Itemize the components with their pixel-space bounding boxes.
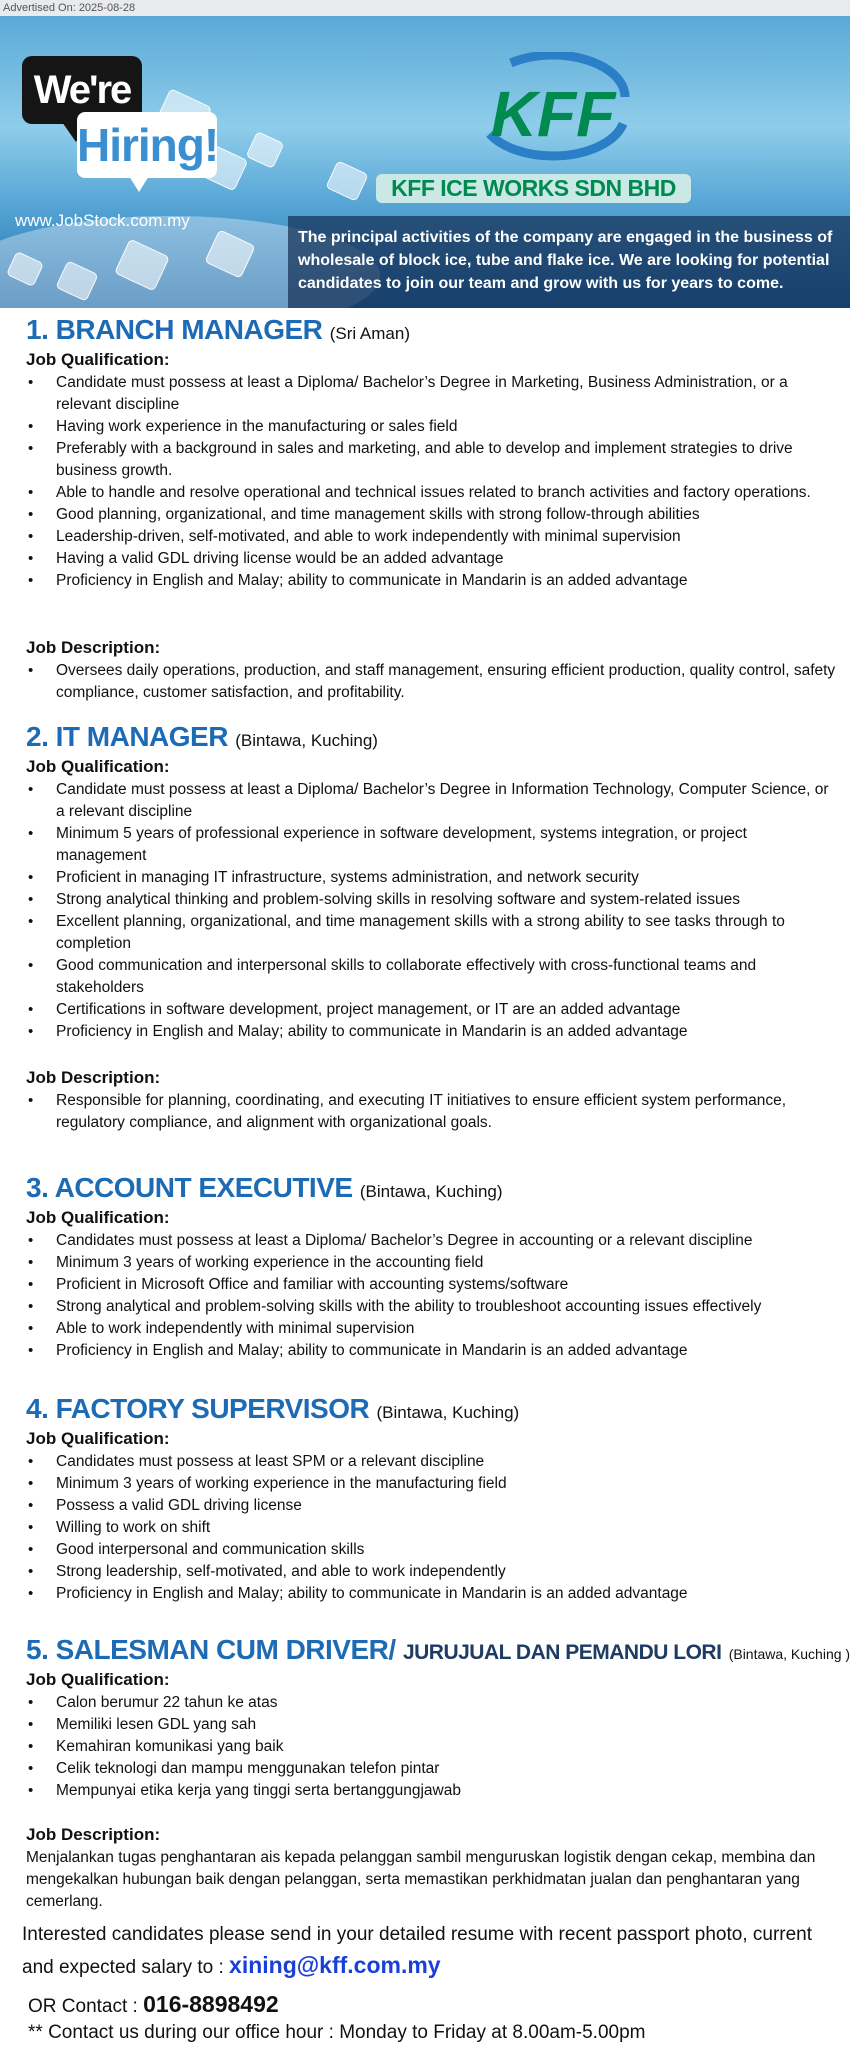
apply-instructions [22,1920,842,1983]
list-item: • Oversees daily operations, production, and staff management, ensuring efficient production, quality control, safety compliance, customer satisfaction, and profitability. [26,660,840,704]
list-item: • Proficient in managing IT infrastructure, systems administration, and network security [26,867,840,889]
job-title-it-manager: 2. IT MANAGER (Bintawa, Kuching) [26,721,378,752]
qualification-label: Job Qualification: [26,757,170,776]
list-item: • Proficiency in English and Malay; ability to communicate in Mandarin is an added advantage [26,1021,840,1043]
qualification-list [26,1451,840,1605]
list-item: • Minimum 5 years of professional experience in software development, systems integration, or project management [26,823,840,867]
qualification-list [26,1230,840,1362]
list-item: • Excellent planning, organizational, and time management skills with a strong ability to see tasks through to completion [26,911,840,955]
job-location: (Sri Aman) [329,324,410,343]
ice-cube [245,131,284,169]
qualification-list [26,372,840,592]
job-title-account-executive: 3. ACCOUNT EXECUTIVE (Bintawa, Kuching) [26,1172,503,1203]
list-item: • Candidates must possess at least a Diploma/ Bachelor’s Degree in accounting or a relevant discipline [26,1230,840,1252]
list-item: • Preferably with a background in sales and marketing, and able to develop and implement strategies to drive business growth. [26,438,840,482]
list-item: • Celik teknologi dan mampu menggunakan telefon pintar [26,1758,840,1780]
list-item: • Candidate must possess at least a Diploma/ Bachelor’s Degree in Marketing, Business Administration, or a relevant discipline [26,372,840,416]
description-label: Job Description: [26,1068,161,1087]
company-intro: The principal activities of the company are engaged in the business of wholesale of block ice, tube and flake ice. We are looking for potential candidates to join our team and grow with us for years to come. [288,216,850,308]
office-hours: ** Contact us during our office hour : Monday to Friday at 8.00am-5.00pm [28,2022,646,2043]
job-title-malay: JURUJUAL DAN PEMANDU LORI [402,1641,722,1664]
list-item: • Strong analytical thinking and problem-solving skills in resolving software and system-related issues [26,889,840,911]
contact-phone-row [28,1991,279,2018]
hero-banner [0,16,850,308]
job-location: (Bintawa, Kuching) [235,731,378,750]
kff-logo [468,52,638,172]
list-item: • Candidate must possess at least a Diploma/ Bachelor’s Degree in Information Technology, Computer Science, or a relevant discipline [26,779,840,823]
list-item: • Possess a valid GDL driving license [26,1495,840,1517]
website-link[interactable]: www.JobStock.com.my [15,211,190,230]
qualification-label: Job Qualification: [26,350,170,369]
list-item: • Able to work independently with minimal supervision [26,1318,840,1340]
list-item: • Strong analytical and problem-solving skills with the ability to troubleshoot accounting issues effectively [26,1296,840,1318]
qualification-label: Job Qualification: [26,1670,170,1689]
job-title-factory-supervisor: 4. FACTORY SUPERVISOR (Bintawa, Kuching) [26,1393,520,1424]
qualification-list [26,1692,840,1802]
list-item: • Kemahiran komunikasi yang baik [26,1736,840,1758]
job-title-branch-manager: 1. BRANCH MANAGER (Sri Aman) [26,314,410,345]
description-list [26,1090,840,1134]
list-item: • Good planning, organizational, and time management skills with strong follow-through abilities [26,504,840,526]
list-item: • Certifications in software development, project management, or IT are an added advantage [26,999,840,1021]
description-label: Job Description: [26,638,161,657]
list-item: • Leadership-driven, self-motivated, and able to work independently with minimal supervision [26,526,840,548]
job-title-salesman-driver: 5. SALESMAN CUM DRIVER/ JURUJUAL DAN PEMANDU LORI (Bintawa, Kuching ) [26,1634,850,1665]
apply-text: Interested candidates please send in your detailed resume with recent passport photo, current and expected salary to : [22,1924,813,1978]
description-label: Job Description: [26,1825,161,1844]
phone-number[interactable]: 016-8898492 [143,1991,279,2017]
list-item: • Strong leadership, self-motivated, and able to work independently [26,1561,840,1583]
list-item: • Having a valid GDL driving license would be an added advantage [26,548,840,570]
list-item: • Good communication and interpersonal skills to collaborate effectively with cross-functional teams and stakeholders [26,955,840,999]
list-item: • Memiliki lesen GDL yang sah [26,1714,840,1736]
list-item: • Calon berumur 22 tahun ke atas [26,1692,840,1714]
list-item: • Mempunyai etika kerja yang tinggi serta bertanggungjawab [26,1780,840,1802]
list-item: • Candidates must possess at least SPM or a relevant discipline [26,1451,840,1473]
list-item: • Proficient in Microsoft Office and familiar with accounting systems/software [26,1274,840,1296]
list-item: • Proficiency in English and Malay; ability to communicate in Mandarin is an added advantage [26,1583,840,1605]
were-text: We're [33,68,131,112]
or-contact-label: OR Contact : [28,1996,138,2017]
qualification-list [26,779,840,1043]
list-item: • Minimum 3 years of working experience in the manufacturing field [26,1473,840,1495]
job-location: (Bintawa, Kuching ) [728,1646,850,1662]
ice-cube [325,160,368,202]
hiring-text: Hiring! [77,119,219,171]
list-item: • Able to handle and resolve operational and technical issues related to branch activities and factory operations. [26,482,840,504]
qualification-label: Job Qualification: [26,1429,170,1448]
list-item: • Proficiency in English and Malay; ability to communicate in Mandarin is an added advantage [26,1340,840,1362]
list-item: • Willing to work on shift [26,1517,840,1539]
description-list [26,660,840,704]
list-item: • Good interpersonal and communication skills [26,1539,840,1561]
company-name: KFF ICE WORKS SDN BHD [376,174,691,203]
job-description-text: Menjalankan tugas penghantaran ais kepada pelanggan sambil menguruskan logistik dengan cekap, membina dan mengekalkan hubungan baik dengan pelanggan, serta memastikan perkhidmatan jualan dan penghantaran yang cemerlang. [26,1849,816,1910]
qualification-label: Job Qualification: [26,1208,170,1227]
logo-text: KFF [490,78,616,150]
email-link[interactable]: xining@kff.com.my [229,1952,441,1978]
list-item: • Proficiency in English and Malay; ability to communicate in Mandarin is an added advantage [26,570,840,592]
advertised-date: Advertised On: 2025-08-28 [0,0,850,16]
list-item: • Responsible for planning, coordinating, and executing IT initiatives to ensure efficient system performance, regulatory compliance, and alignment with organizational goals. [26,1090,840,1134]
job-location: (Bintawa, Kuching) [359,1182,503,1201]
list-item: • Minimum 3 years of working experience in the accounting field [26,1252,840,1274]
job-location: (Bintawa, Kuching) [376,1403,520,1422]
list-item: • Having work experience in the manufacturing or sales field [26,416,840,438]
